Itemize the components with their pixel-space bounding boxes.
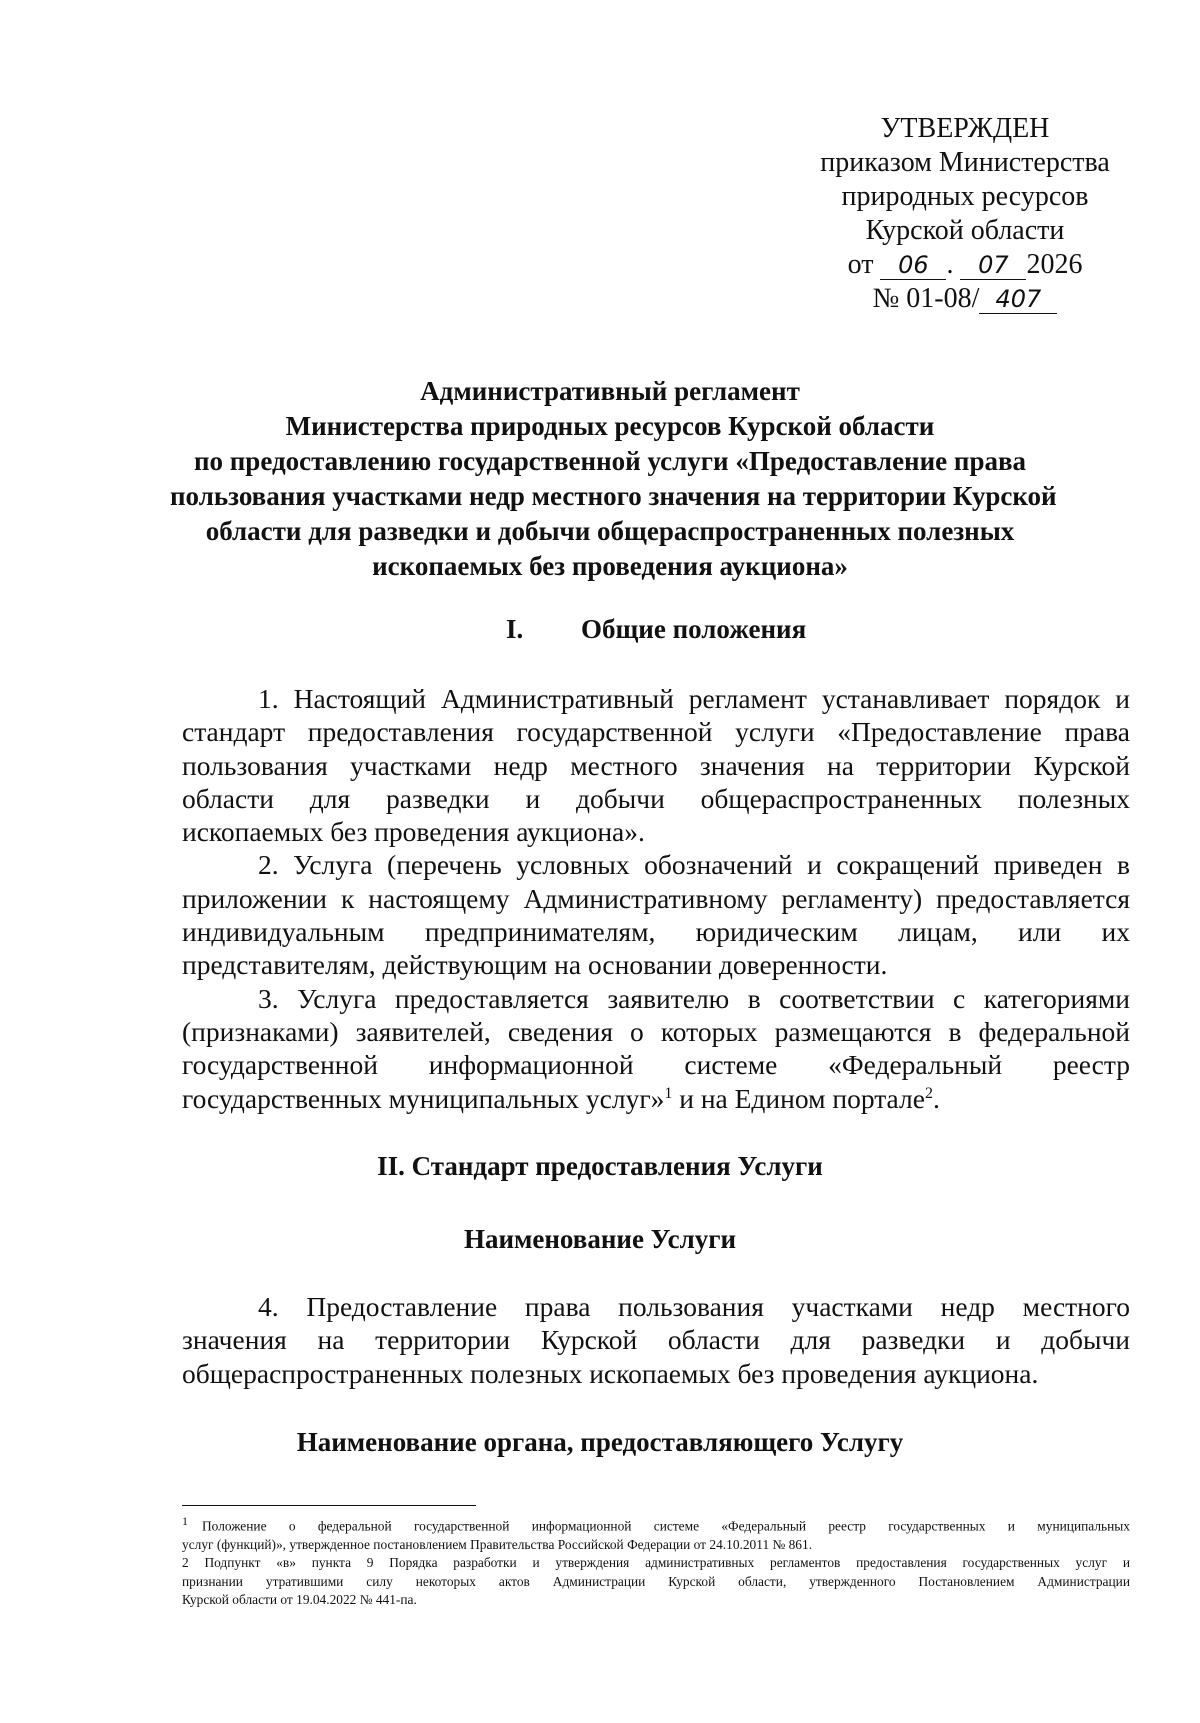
paragraph-4-line: значения на территории Курской области для разведки и добычи: [182, 1324, 1130, 1356]
footnote-ref-1[interactable]: 1: [664, 1084, 673, 1102]
approval-date-line: [800, 248, 1130, 282]
footnote-separator: [182, 1505, 476, 1506]
paragraph-4-line: общераспространенных полезных ископаемых без проведения аукциона.: [182, 1357, 1039, 1389]
footnote-1-line: [182, 1512, 1130, 1536]
approval-number-line: [800, 282, 1130, 316]
paragraph-3-line: 3. Услуга предоставляется заявителю в соответствии с категориями: [258, 982, 1130, 1014]
paragraph-4: [182, 1290, 1130, 1390]
footnote-1-mark: 1: [182, 1514, 188, 1528]
date-day-handwritten: 06: [880, 251, 946, 280]
paragraph-1-line: стандарт предоставления государственной услуги «Предоставление права: [182, 716, 1130, 748]
paragraph-1-line: пользования участками недр местного значения на территории Курской: [182, 749, 1130, 781]
section-2-heading: II. Стандарт предоставления Услуги: [377, 1151, 823, 1181]
title-line-5: области для разведки и добычи общераспространенных полезных: [205, 516, 1015, 546]
footnotes: [182, 1512, 1130, 1610]
title-line-4: пользования участками недр местного значения на территории Курской: [170, 481, 1057, 511]
authority-heading: Наименование органа, предоставляющего Услугу: [296, 1427, 904, 1457]
service-name-heading: Наименование Услуги: [463, 1224, 737, 1254]
date-prefix: от: [847, 249, 874, 280]
date-year: 2026: [1026, 249, 1083, 280]
paragraph-1-line: 1. Настоящий Административный регламент устанавливает порядок и: [258, 683, 1130, 714]
title-line-6: ископаемых без проведения аукциона»: [372, 551, 848, 581]
approval-region-line: Курской области: [865, 215, 1065, 246]
approval-ministry-line: природных ресурсов: [841, 181, 1089, 212]
footnote-1-line: услуг (функций)», утвержденное постановлением Правительства Российской Федерации от 24.10.2011 № 861.: [182, 1536, 813, 1552]
title-line-2: Министерства природных ресурсов Курской области: [285, 411, 935, 441]
paragraph-3-line: [182, 1082, 1130, 1115]
paragraph-4-line: 4. Предоставление права пользования участками недр местного: [258, 1291, 1130, 1322]
footnote-2-line: 2 Подпункт «в» пункта 9 Порядка разработки и утверждения административных регламентов предоставления государственных услуг и: [182, 1555, 1130, 1571]
footnote-ref-2[interactable]: 2: [924, 1084, 933, 1102]
paragraph-2-line: приложении к настоящему Административному регламенту) предоставляется: [182, 882, 1130, 914]
approval-title: УТВЕРЖДЕН: [880, 113, 1050, 144]
approval-order-line: приказом Министерства: [820, 147, 1110, 178]
paragraph-3-line: (признаками) заявителей, сведения о которых размещаются в федеральной: [182, 1015, 1130, 1047]
registry-text: государственных муниципальных услуг»: [182, 1082, 665, 1114]
paragraph-2-line: 2. Услуга (перечень условных обозначений и сокращений приведен в: [258, 849, 1130, 881]
period: .: [932, 1082, 940, 1114]
paragraph-1-line: ископаемых без проведения аукциона».: [182, 816, 645, 848]
date-separator: .: [946, 249, 954, 280]
approval-stamp: [800, 112, 1130, 316]
section-1-numeral: I.: [506, 614, 524, 644]
paragraph-1: [182, 682, 1130, 1115]
title-line-1: Административный регламент: [420, 376, 800, 406]
paragraph-2-line: индивидуальным предпринимателям, юридическим лицам, или их: [182, 916, 1130, 948]
paragraph-2-line: представителям, действующим на основании доверенности.: [182, 949, 888, 981]
section-1-heading: Общие положения: [581, 614, 807, 644]
number-handwritten: 407: [979, 285, 1057, 314]
paragraph-1-line: области для разведки и добычи общераспространенных полезных: [182, 782, 1130, 814]
document-title: [170, 374, 1057, 584]
portal-text: и на Едином портале: [672, 1082, 925, 1114]
number-prefix: № 01-08/: [872, 283, 980, 314]
date-month-handwritten: 07: [960, 251, 1026, 280]
footnote-2-line: признании утратившими силу некоторых актов Администрации Курской области, утвержденного Постановлением Администрации: [182, 1573, 1130, 1589]
paragraph-3-line: государственной информационной системе «Федеральный реестр: [182, 1049, 1130, 1081]
title-line-3: по предоставлению государственной услуги «Предоставление права: [193, 446, 1027, 476]
footnote-1-text: Положение о федеральной государственной информационной системе «Федеральный реестр государственных и муниципальных: [202, 1518, 1130, 1534]
footnote-2-line: Курской области от 19.04.2022 № 441-па.: [182, 1592, 417, 1608]
